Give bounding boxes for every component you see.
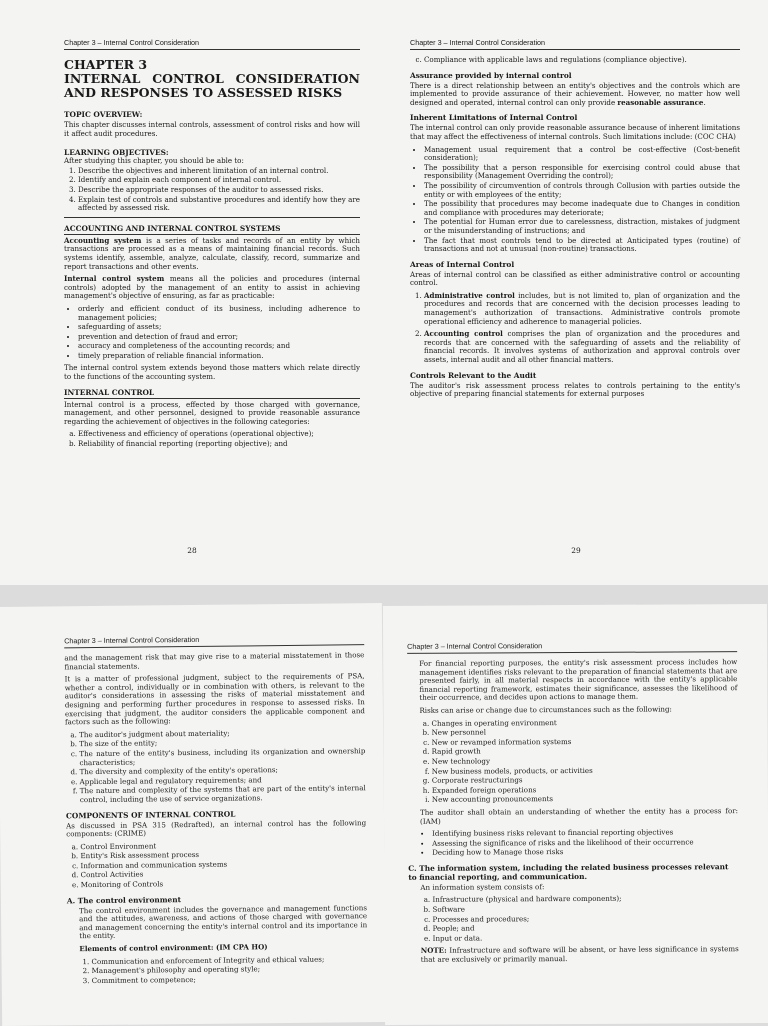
auditor-process-text: The auditor shall obtain an understanding of whether the entity has a process for: (IAM) — [419, 806, 739, 826]
note-label: NOTE: — [420, 946, 447, 956]
list-item: 3. Describe the appropriate responses of the auditor to assessed risks. — [78, 186, 360, 195]
list-item: d. Rapid growth — [432, 746, 738, 756]
list-item: • The potential for Human error due to carelessness, distraction, mistakes of judgment or the misunderstanding of instructions; and — [424, 218, 740, 235]
list-item: a. Infrastructure (physical and hardware components); — [432, 895, 738, 905]
components-heading: COMPONENTS OF INTERNAL CONTROL — [65, 809, 236, 820]
ics-list — [64, 305, 360, 361]
list-item: • orderly and efficient conduct of its business, including adherence to management policies; — [78, 305, 360, 322]
list-item: f. New business models, products, or activities — [432, 766, 738, 776]
page-header: Chapter 3 – Internal Control Consideration — [410, 38, 740, 50]
financial-reporting-text: For financial reporting purposes, the entity's risk assessment process includes how management identifies risks relevant to the preparation of financial statements that are presented fairly, in all material respects in accordance with the entity's applicable financial reporting framework, estimates their significance, assesses the likelihood of their occurrence, and decides upon actions to manage them. — [419, 657, 738, 703]
areas-heading: Areas of Internal Control — [410, 259, 515, 269]
list-item: b. Reliability of financial reporting (reporting objective); and — [78, 440, 360, 449]
objectives-intro: After studying this chapter, you should be able to: — [64, 156, 244, 166]
list-item: b. Entity's Risk assessment process — [80, 849, 366, 861]
list-item: h. Expanded foreign operations — [432, 785, 738, 795]
internal-control-text: Internal control is a process, effected by those charged with governance, management, and other personnel, designed to provide reasonable assurance regarding the achievement of objectives in the following categories: — [64, 399, 360, 426]
areas-text: Areas of internal control can be classified as either administrative control or accounting control. — [410, 269, 740, 288]
list-item: b. Software — [432, 904, 738, 914]
note-text — [409, 946, 739, 965]
accounting-system-text — [64, 237, 360, 271]
list-item: • Deciding how to Manage those risks — [432, 847, 738, 857]
list-item: • Identifying business risks relevant to financial reporting objectives — [432, 828, 738, 838]
judgment-factors-list — [65, 728, 366, 805]
assurance-bold: reasonable assurance — [617, 97, 704, 107]
definition: means all the policies and procedures (internal controls) adopted by the management of an entity to assist in achieving management's objective of ensuring, as far as practicable: — [64, 274, 361, 301]
note-body: Infrastructure and software will be absent, or have less significance in systems that are exclusively or primarily manual. — [420, 944, 739, 964]
list-item: a. Changes in operating environment — [431, 718, 737, 728]
page-header: Chapter 3 – Internal Control Consideration — [64, 633, 364, 648]
page-number: 28 — [187, 546, 197, 555]
page-29 — [384, 0, 768, 585]
judgment-text: It is a matter of professional judgment, subject to the requirements of PSA, whether a control, individually or in combination with others, is relevant to the auditor's considerations in assessing the risks of material misstatement and designing and performing further procedures in response to assessed risks. In exercising that judgment, the auditor considers the applicable component and factors such as the following: — [64, 671, 365, 727]
list-item: • The possibility that procedures may become inadequate due to Changes in condition and compliance with procedures may deteriorate; — [424, 200, 740, 217]
limitations-heading: Inherent Limitations of Internal Control — [410, 113, 578, 123]
internal-control-system-text — [64, 275, 360, 301]
overview-heading: TOPIC OVERVIEW: — [64, 110, 143, 119]
accounting-heading: ACCOUNTING AND INTERNAL CONTROL SYSTEMS — [64, 224, 360, 235]
list-item: c. Processes and procedures; — [433, 914, 739, 924]
page-header: Chapter 3 – Internal Control Consideration — [64, 38, 360, 50]
components-text: As discussed in PSA 315 (Redrafted), an internal control has the following components: (CRIME) — [66, 817, 367, 839]
continued-text: and the management risk that may give rise to a material misstatement in those financial statements. — [64, 650, 365, 671]
elements-list — [67, 955, 367, 986]
list-item: c. The nature of the entity's business, including its organization and ownership characteristics; — [79, 747, 365, 767]
ics-after-text: The internal control system extends beyond those matters which relate directly to the functions of the accounting system. — [64, 363, 360, 382]
objectives-heading: LEARNING OBJECTIVES: — [64, 148, 169, 158]
list-item: a. Control Environment — [80, 840, 366, 852]
chapter-title: CHAPTER 3 INTERNAL CONTROL CONSIDERATION AND RESPONSES TO ASSESSED RISKS — [64, 57, 360, 100]
list-item: a. Effectiveness and efficiency of operations (operational objective); — [78, 430, 360, 439]
list-item: b. New personnel — [432, 727, 738, 737]
assurance-end: . — [703, 97, 706, 107]
list-item: a. The auditor's judgment about materiality; — [79, 728, 365, 740]
list-item: 2. Management's philosophy and operating style; — [92, 964, 368, 975]
information-system-text: An information system consists of: — [420, 882, 545, 892]
list-item: 3. Commitment to competence; — [92, 974, 368, 985]
term: Accounting control — [424, 329, 503, 339]
term: Administrative control — [424, 290, 515, 300]
list-item: • Management usual requirement that a control be cost-effective (Cost-benefit consideration); — [424, 146, 740, 163]
list-item: d. Control Activities — [81, 869, 367, 881]
ic-categories-continued — [410, 56, 740, 65]
list-item: • accuracy and completeness of the accounting records; and — [78, 342, 360, 351]
auditor-process-list — [408, 828, 738, 858]
list-item: f. The nature and complexity of the systems that are part of the entity's internal control, including the use of service organizations. — [80, 784, 366, 804]
control-environment-text: The control environment includes the governance and management functions and the attitudes, awareness, and actions of those charged with governance and management concerning the entity's internal control and its importance in the entity. — [78, 902, 368, 941]
list-item: • prevention and detection of fraud and error; — [78, 333, 360, 342]
information-system-list — [408, 895, 738, 944]
controls-relevant-text: The auditor's risk assessment process relates to controls pertaining to the entity's objective of preparing financial statements for external purposes — [410, 380, 740, 399]
page-28 — [0, 0, 384, 585]
list-item — [424, 330, 740, 364]
list-item: g. Corporate restructurings — [432, 775, 738, 785]
objectives-list — [64, 167, 360, 213]
page-31 — [383, 604, 768, 1025]
list-item: c. Information and communication systems — [80, 859, 366, 871]
internal-control-heading: INTERNAL CONTROL — [64, 388, 360, 399]
controls-relevant-heading: Controls Relevant to the Audit — [410, 370, 537, 380]
assurance-heading: Assurance provided by internal control — [410, 70, 572, 80]
list-item: • Assessing the significance of risks and the likelihood of their occurrence — [432, 838, 738, 848]
list-item: c. New or revamped information systems — [432, 737, 738, 747]
definition: comprises the plan of organization and the procedures and records that are concerned with the safeguarding of assets and the reliability of financial records. It involves systems of authorization and approval controls over assets, internal audit and all other financial matters. — [424, 329, 740, 365]
list-item: c. Compliance with applicable laws and regulations (compliance objective). — [424, 56, 740, 65]
term: Internal control system — [64, 274, 165, 284]
term: Accounting system — [64, 235, 142, 245]
assurance-body: There is a direct relationship between an entity's objectives and the controls which are implemented to provide assurance of their achievement. However, no matter how well designed and operated, internal control can only provide — [410, 80, 740, 107]
list-item: 1. Communication and enforcement of Integrity and ethical values; — [91, 955, 367, 966]
list-item: d. The diversity and complexity of the entity's operations; — [80, 765, 366, 777]
list-item: i. New accounting pronouncements — [432, 794, 738, 804]
list-item: • The fact that most controls tend to be directed at Anticipated types (routine) of transactions and not at unusual (non-routine) transactions. — [424, 237, 740, 254]
list-item: 1. Describe the objectives and inherent limitation of an internal control. — [78, 167, 360, 176]
overview-text: This chapter discusses internal controls, assessment of control risks and how will it affect audit procedures. — [64, 120, 360, 138]
list-item: 4. Explain test of controls and substantive procedures and identify how they are affected by assessed risk. — [78, 196, 360, 213]
list-item — [424, 292, 740, 326]
risks-text: Risks can arise or change due to circumstances such as the following: — [419, 704, 672, 715]
list-item: b. The size of the entity; — [79, 738, 365, 750]
list-item: d. People; and — [433, 923, 739, 933]
list-item: e. New technology — [432, 756, 738, 766]
assurance-text — [410, 82, 740, 108]
list-item: • safeguarding of assets; — [78, 323, 360, 332]
ic-categories-list — [64, 430, 360, 448]
list-item: 2. Identify and explain each component of internal control. — [78, 176, 360, 185]
information-system-heading: C. The information system, including the related business processes relevant to financial reporting, and communication. — [408, 862, 729, 882]
limitations-list — [410, 146, 740, 254]
definition: includes, but is not limited to, plan of organization and the procedures and records that are concerned with the decision processes leading to management's authorization of transactions. Administrative controls promote operational efficiency and adherence to managerial policies. — [424, 290, 740, 326]
page-number: 29 — [571, 546, 581, 555]
risks-list — [407, 718, 737, 805]
elements-heading: Elements of control environment: (IM CPA HO) — [79, 942, 268, 954]
areas-list — [410, 292, 740, 365]
list-item: e. Monitoring of Controls — [81, 878, 367, 890]
list-item: e. Applicable legal and regulatory requirements; and — [80, 775, 366, 787]
control-environment-heading: A. The control environment — [66, 894, 182, 905]
divider — [64, 217, 360, 218]
list-item: • The possibility of circumvention of controls through Collusion with parties outside the entity or with employees of the entity; — [424, 182, 740, 199]
components-list — [66, 840, 366, 890]
list-item: • timely preparation of reliable financial information. — [78, 352, 360, 361]
limitations-text: The internal control can only provide reasonable assurance because of inherent limitations that may affect the effectiveness of internal controls. Such limitations include: (COC CHA) — [410, 123, 740, 141]
list-item: • The possibility that a person responsible for exercising control could abuse that responsibility (Management Overriding the control); — [424, 164, 740, 181]
page-header: Chapter 3 – Internal Control Consideration — [407, 640, 737, 654]
page-30 — [0, 603, 386, 1026]
list-item: e. Input or data. — [433, 933, 739, 943]
definition: is a series of tasks and records of an entity by which transactions are processed as a means of maintaining financial records. Such systems identify, assemble, analyze, calculate, classify, record, summarize and report transactions and other events. — [64, 235, 360, 271]
